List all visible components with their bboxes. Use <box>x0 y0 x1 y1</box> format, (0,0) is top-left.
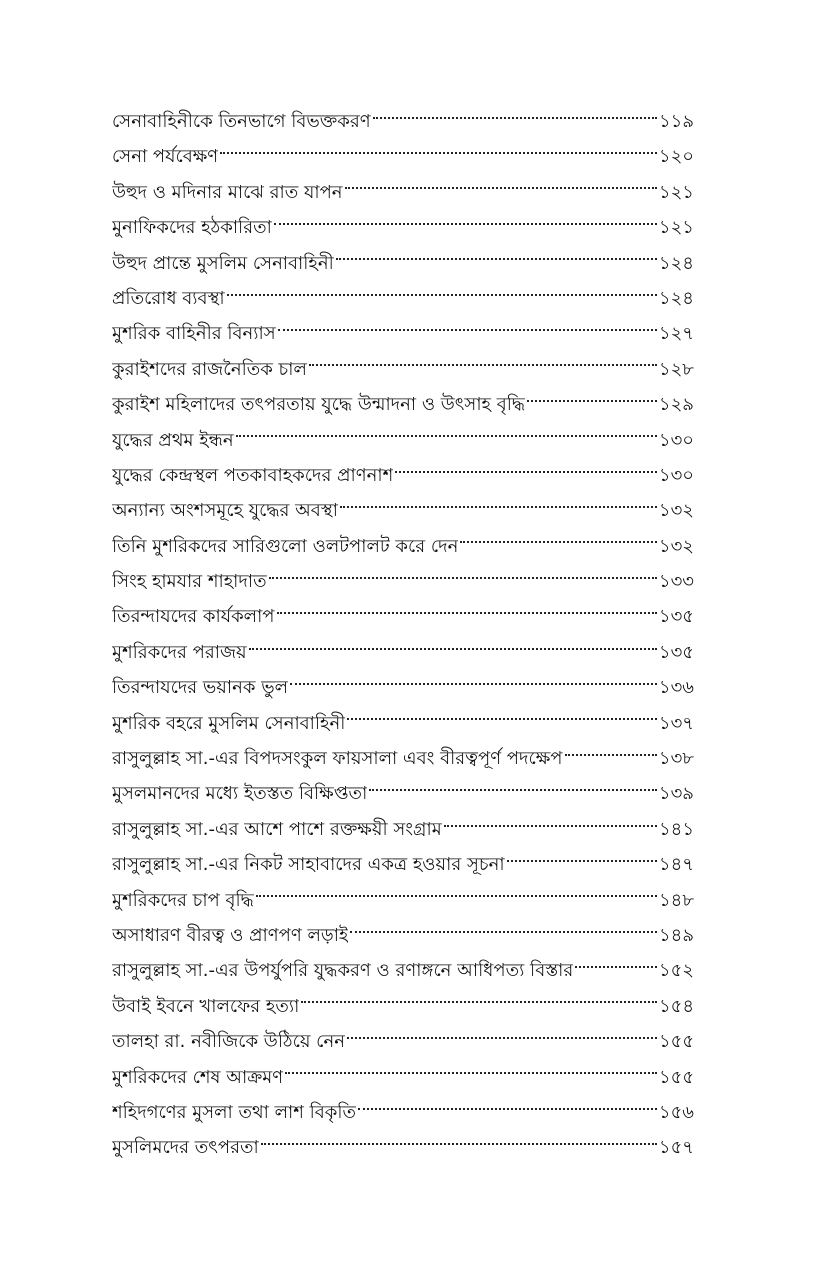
toc-entry-page-number: ১৩৩ <box>658 571 694 593</box>
toc-entry-title: যুদ্ধের প্রথম ইন্ধন <box>112 429 234 451</box>
toc-entry-title: মুনাফিকদের হঠকারিতা <box>112 217 272 239</box>
toc-dot-leader <box>274 223 657 225</box>
toc-dot-leader <box>309 364 657 366</box>
toc-entry <box>112 175 694 210</box>
toc-dot-leader <box>236 435 657 437</box>
toc-dot-leader <box>277 612 657 614</box>
toc-dot-leader <box>269 577 657 579</box>
toc-dot-leader <box>336 258 657 260</box>
toc-dot-leader <box>256 895 657 897</box>
toc-entry-page-number: ১১৯ <box>658 111 694 132</box>
toc-entry <box>112 458 694 493</box>
toc-entry <box>112 104 694 139</box>
toc-entry-title: সেনাবাহিনীকে তিনভাগে বিভক্তকরণ <box>112 111 371 132</box>
toc-dot-leader <box>278 329 657 331</box>
toc-entry-page-number: ১৩২ <box>658 500 694 522</box>
toc-entry <box>112 352 694 387</box>
toc-dot-leader <box>227 294 657 296</box>
toc-entry <box>112 281 694 316</box>
toc-entry <box>112 706 694 741</box>
toc-entry-page-number: ১৫২ <box>658 960 694 982</box>
toc-entry-page-number: ১৫৫ <box>658 1031 694 1053</box>
toc-entry <box>112 1060 694 1095</box>
toc-entry <box>112 564 694 599</box>
toc-entry-title: তিরন্দাযদের ভয়ানক ভুল <box>112 677 289 699</box>
toc-entry-title: তিরন্দাযদের কার্যকলাপ <box>112 606 275 628</box>
toc-entry-page-number: ১৩৬ <box>658 677 694 699</box>
toc-entry <box>112 953 694 988</box>
toc-entry-page-number: ১৫৪ <box>658 995 694 1017</box>
toc-entry-title: উহুদ ও মদিনার মাঝে রাত যাপন <box>112 181 343 203</box>
toc-entry-title: শহিদগণের মুসলা তথা লাশ বিকৃতি <box>112 1101 357 1123</box>
toc-entry-title: তালহা রা. নবীজিকে উঠিয়ে নেন <box>112 1031 345 1053</box>
toc-entry-page-number: ১৫৭ <box>658 1137 694 1159</box>
toc-dot-leader <box>249 648 657 650</box>
toc-dot-leader <box>395 471 657 473</box>
toc-entry-title: উহুদ প্রান্তে মুসলিম সেনাবাহিনী <box>112 252 334 274</box>
toc-entry <box>112 776 694 811</box>
toc-entry <box>112 883 694 918</box>
toc-dot-leader <box>220 152 657 154</box>
toc-entry-title: রাসুলুল্লাহ সা.-এর উপর্যুপরি যুদ্ধকরণ ও রণাঙ্গনে আধিপত্য বিস্তার <box>112 960 574 982</box>
toc-entry-page-number: ১৪৭ <box>658 854 694 876</box>
toc-entry-title: মুশরিকদের চাপ বৃদ্ধি <box>112 889 254 911</box>
toc-entry-page-number: ১৪৮ <box>658 889 694 911</box>
toc-dot-leader <box>285 1072 657 1074</box>
toc-entry-page-number: ১২৪ <box>658 252 694 274</box>
toc-entry <box>112 989 694 1024</box>
toc-entry <box>112 1024 694 1059</box>
toc-entry-title: রাসুলুল্লাহ সা.-এর আশে পাশে রক্তক্ষয়ী সংগ্রাম <box>112 818 442 840</box>
toc-entry <box>112 812 694 847</box>
toc-entry <box>112 1130 694 1165</box>
toc-dot-leader <box>347 718 657 720</box>
toc-entry <box>112 210 694 245</box>
toc-entry-title: যুদ্ধের কেন্দ্রস্থল পতকাবাহকদের প্রাণনাশ <box>112 464 394 486</box>
toc-entry <box>112 918 694 953</box>
toc-dot-leader <box>527 400 657 402</box>
toc-entry-page-number: ১৪১ <box>658 818 694 840</box>
toc-entry-title: রাসুলুল্লাহ সা.-এর নিকট সাহাবাদের একত্র হওয়ার সূচনা <box>112 854 505 876</box>
toc-entry-title: মুসলমানদের মধ্যে ইতস্তত বিক্ষিপ্ততা <box>112 783 368 805</box>
toc-entry-title: মুশরিকদের শেষ আক্রমণ <box>112 1066 284 1088</box>
toc-entry-title: সেনা পর্যবেক্ষণ <box>112 146 219 168</box>
toc-entry-title: কুরাইশ মহিলাদের তৎপরতায় যুদ্ধে উন্মাদনা ও উৎসাহ বৃদ্ধি <box>112 394 526 416</box>
toc-entry-page-number: ১২৪ <box>658 287 694 309</box>
toc-entry-page-number: ১২০ <box>658 146 694 168</box>
toc-entry-page-number: ১৩৯ <box>658 783 694 805</box>
table-of-contents <box>112 104 694 1166</box>
toc-entry-page-number: ১৩৫ <box>658 641 694 663</box>
toc-entry-page-number: ১৫৫ <box>658 1066 694 1088</box>
toc-entry <box>112 599 694 634</box>
toc-entry-page-number: ১২৮ <box>658 358 694 380</box>
toc-entry-title: অন্যান্য অংশসমূহে যুদ্ধের অবস্থা <box>112 500 338 522</box>
toc-entry-title: মুশরিক বাহিনীর বিন্যাস <box>112 323 276 345</box>
toc-entry-title: প্রতিরোধ ব্যবস্থা <box>112 287 225 309</box>
toc-entry-page-number: ১৩৭ <box>658 712 694 734</box>
toc-dot-leader <box>373 117 657 119</box>
toc-entry <box>112 316 694 351</box>
toc-dot-leader <box>507 860 657 862</box>
toc-entry-title: অসাধারণ বীরত্ব ও প্রাণপণ লড়াই <box>112 924 349 946</box>
toc-entry <box>112 387 694 422</box>
toc-entry <box>112 529 694 564</box>
toc-entry-page-number: ১৩০ <box>658 464 694 486</box>
toc-entry <box>112 423 694 458</box>
toc-entry <box>112 1095 694 1130</box>
toc-entry-title: মুশরিক বহরে মুসলিম সেনাবাহিনী <box>112 712 346 734</box>
toc-entry-title: তিনি মুশরিকদের সারিগুলো ওলটপালট করে দেন <box>112 535 459 557</box>
toc-entry <box>112 635 694 670</box>
toc-entry-page-number: ১৩২ <box>658 535 694 557</box>
toc-entry-title: মুসলিমদের তৎপরতা <box>112 1137 259 1159</box>
toc-dot-leader <box>345 187 657 189</box>
toc-dot-leader <box>261 1143 657 1145</box>
toc-dot-leader <box>350 931 657 933</box>
toc-entry <box>112 139 694 174</box>
toc-dot-leader <box>460 541 657 543</box>
toc-entry-title: সিংহ হামযার শাহাদাত <box>112 571 267 593</box>
toc-entry-page-number: ১২১ <box>658 217 694 239</box>
toc-entry <box>112 670 694 705</box>
toc-entry-page-number: ১৩৫ <box>658 606 694 628</box>
toc-entry-title: মুশরিকদের পরাজয় <box>112 641 247 663</box>
toc-entry-page-number: ১২৭ <box>658 323 694 345</box>
toc-dot-leader <box>369 789 657 791</box>
toc-entry <box>112 493 694 528</box>
toc-dot-leader <box>575 966 657 968</box>
toc-dot-leader <box>358 1108 657 1110</box>
toc-entry-title: উবাই ইবনে খালফের হত্যা <box>112 995 300 1017</box>
toc-entry-page-number: ১৪৯ <box>658 924 694 946</box>
toc-entry <box>112 741 694 776</box>
toc-dot-leader <box>340 506 657 508</box>
toc-dot-leader <box>444 825 657 827</box>
toc-dot-leader <box>301 1001 657 1003</box>
toc-entry-page-number: ১৩৮ <box>658 748 694 770</box>
toc-entry-title: কুরাইশদের রাজনৈতিক চাল <box>112 358 307 380</box>
toc-dot-leader <box>565 754 657 756</box>
toc-entry <box>112 847 694 882</box>
toc-dot-leader <box>290 683 657 685</box>
toc-entry-page-number: ১৩০ <box>658 429 694 451</box>
toc-entry-title: রাসুলুল্লাহ সা.-এর বিপদসংকুল ফায়সালা এবং বীরত্বপূর্ণ পদক্ষেপ <box>112 748 563 770</box>
toc-entry-page-number: ১২৯ <box>658 394 694 416</box>
toc-entry <box>112 246 694 281</box>
toc-entry-page-number: ১২১ <box>658 181 694 203</box>
toc-dot-leader <box>347 1037 657 1039</box>
toc-entry-page-number: ১৫৬ <box>658 1101 694 1123</box>
